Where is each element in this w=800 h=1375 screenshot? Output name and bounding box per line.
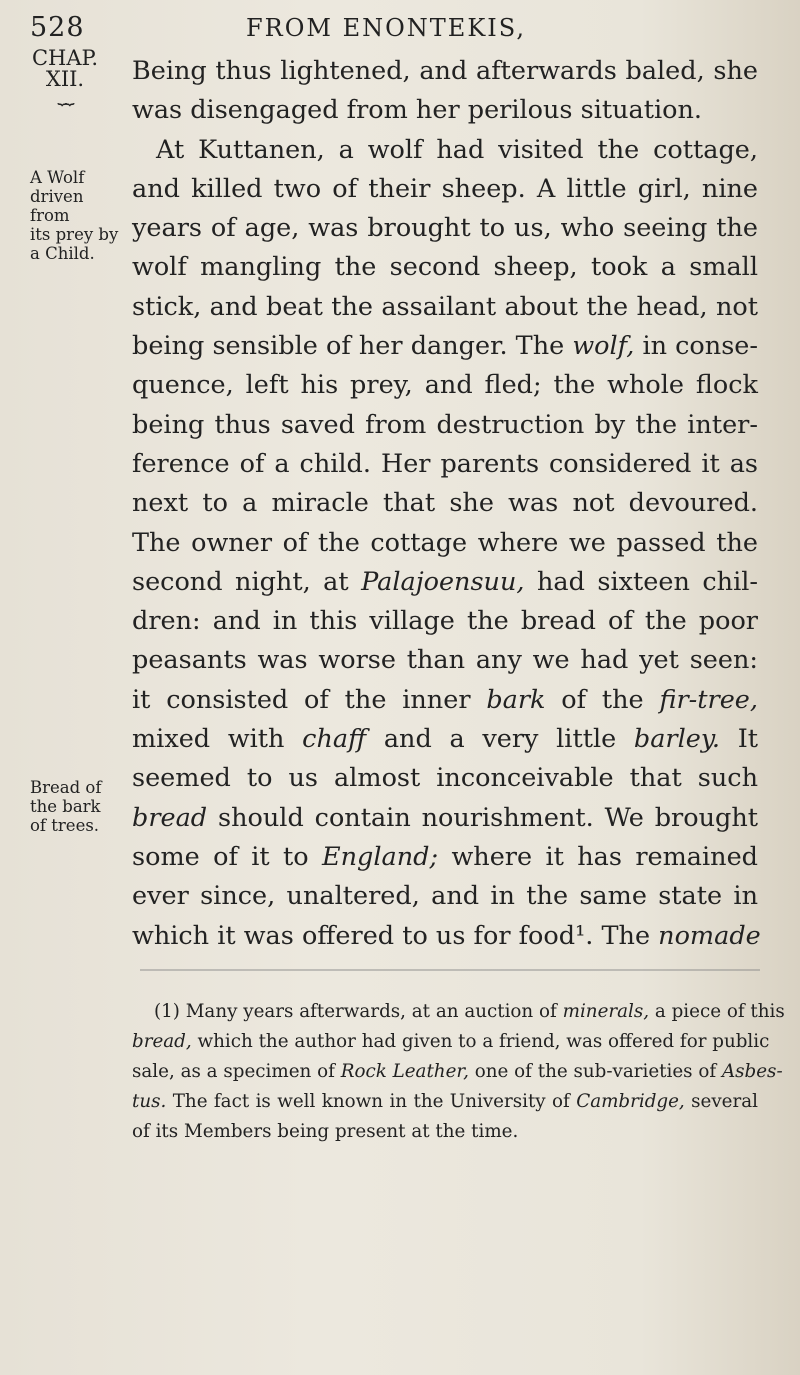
footnote-line: tus. The fact is well known in the University of Cambridge, several [132, 1091, 758, 1112]
chapter-number: XII. [45, 67, 85, 91]
chapter-label: CHAP. [31, 46, 99, 70]
body-line: The owner of the cottage where we passed the [132, 527, 758, 558]
margin-note-line: A Wolf [30, 168, 85, 187]
footnote-line: of its Members being present at the time. [132, 1121, 519, 1142]
footnote-line: (1) Many years afterwards, at an auction of minerals, a piece of this [154, 1001, 785, 1022]
body-line: bread should contain nourishment. We brought [132, 802, 758, 833]
running-head: FROM ENONTEKIS, [246, 14, 526, 42]
body-line: some of it to England; where it has remained [132, 841, 758, 872]
body-text [132, 52, 761, 956]
body-line: quence, left his prey, and fled; the whole flock [132, 370, 758, 401]
margin-note-line: of trees. [30, 816, 100, 835]
page-number: 528 [30, 12, 85, 43]
footnote [132, 997, 785, 1147]
footnote-divider [140, 969, 760, 971]
brace-icon: ⏟⏟ [57, 86, 73, 105]
body-line: peasants was worse than any we had yet seen: [132, 645, 758, 676]
margin-note-line: the bark [30, 797, 101, 816]
body-line: seemed to us almost inconceivable that such [132, 763, 758, 794]
body-line: ever since, unaltered, and in the same state in [132, 881, 758, 912]
body-line: mixed with chaff and a very little barley. It [132, 724, 759, 755]
body-line: ference of a child. Her parents considered it as [132, 448, 758, 479]
margin-note-line: a Child. [30, 244, 95, 263]
body-line: stick, and beat the assailant about the head, not [132, 291, 758, 322]
body-line: and killed two of their sheep. A little girl, nine [132, 173, 758, 204]
body-line: second night, at Palajoensuu, had sixteen chil- [132, 566, 758, 597]
margin-note-line: its prey by [30, 225, 119, 244]
body-line: next to a miracle that she was not devoured. [132, 488, 758, 519]
chapter-marker [30, 46, 100, 105]
body-line: being sensible of her danger. The wolf, in conse- [132, 331, 758, 362]
body-line: being thus saved from destruction by the inter- [132, 409, 758, 440]
body-line: years of age, was brought to us, who seeing the [132, 213, 758, 244]
page-header [30, 4, 760, 44]
body-line: which it was offered to us for food¹. The nomade [132, 920, 761, 951]
margin-note-line: driven from [30, 187, 84, 225]
footnote-line: sale, as a specimen of Rock Leather, one of the sub-varieties of Asbes- [132, 1061, 783, 1082]
body-line: Being thus lightened, and afterwards baled, she [132, 56, 758, 86]
body-line: was disengaged from her perilous situation. [132, 95, 703, 126]
body-line: dren: and in this village the bread of the poor [132, 606, 758, 637]
body-line: At Kuttanen, a wolf had visited the cottage, [156, 134, 758, 165]
body-line: wolf mangling the second sheep, took a small [132, 252, 758, 283]
margin-note-bread [30, 778, 122, 835]
body-line: it consisted of the inner bark of the fir-tree, [132, 684, 758, 715]
margin-note-wolf [30, 168, 122, 263]
footnote-line: bread, which the author had given to a friend, was offered for public [132, 1031, 770, 1052]
margin-note-line: Bread of [30, 778, 102, 797]
